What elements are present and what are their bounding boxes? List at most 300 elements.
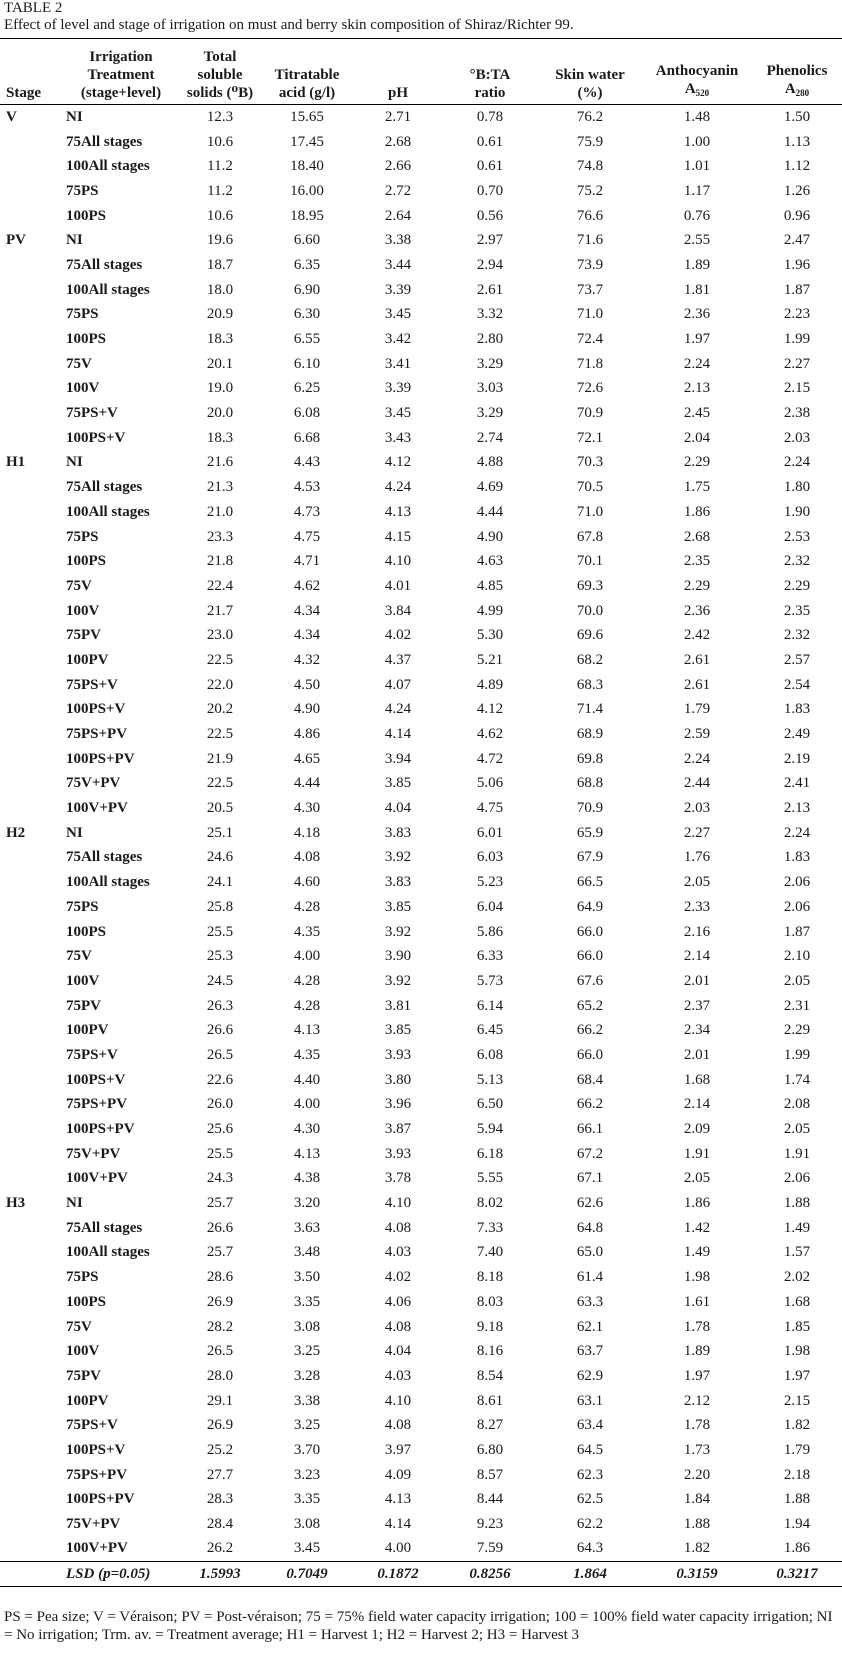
- stage-cell: [0, 1462, 62, 1487]
- treatment-cell: 75PS+V: [66, 1417, 118, 1434]
- table-row: [0, 722, 842, 747]
- skin-water-cell: 62.9: [576, 1367, 604, 1384]
- phenolics-cell: 2.19: [783, 750, 811, 767]
- stage-cell: [0, 179, 62, 204]
- brix-ta-ratio-cell: 8.27: [476, 1417, 504, 1434]
- brix-ta-ratio-cell: 4.63: [476, 553, 504, 570]
- total-soluble-solids-cell: 22.6: [206, 1071, 234, 1088]
- skin-water-cell: 66.2: [576, 1022, 604, 1039]
- anthocyanin-cell: 2.12: [683, 1392, 711, 1409]
- ph-cell: 4.15: [384, 528, 412, 545]
- phenolics-cell: 1.99: [783, 1046, 811, 1063]
- treatment-cell: 100V+PV: [66, 800, 128, 817]
- treatment-cell: 75PS+PV: [66, 1096, 128, 1113]
- phenolics-cell: 1.88: [783, 1195, 811, 1212]
- total-soluble-solids-cell: 23.3: [206, 528, 234, 545]
- anthocyanin-cell: 2.68: [683, 528, 711, 545]
- anthocyanin-cell: 1.82: [683, 1540, 711, 1557]
- table-row: [0, 820, 842, 845]
- treatment-cell: 100PS: [66, 923, 107, 940]
- titratable-acid-cell: 4.40: [293, 1071, 321, 1088]
- treatment-cell: 100PS+PV: [66, 1491, 135, 1508]
- table-row: [0, 796, 842, 821]
- treatment-cell: 100PS+V: [66, 701, 126, 718]
- skin-water-cell: 71.6: [576, 232, 604, 249]
- titratable-acid-cell: 4.90: [293, 701, 321, 718]
- column-header-line: (%): [577, 85, 603, 101]
- skin-water-cell: 65.9: [576, 824, 604, 841]
- titratable-acid-cell: 4.35: [293, 923, 321, 940]
- ph-cell: 3.39: [384, 380, 412, 397]
- skin-water-cell: 71.4: [576, 701, 604, 718]
- total-soluble-solids-cell: 24.1: [206, 874, 234, 891]
- brix-ta-ratio-cell: 3.03: [476, 380, 504, 397]
- total-soluble-solids-cell: 28.4: [206, 1516, 234, 1533]
- anthocyanin-cell: 2.35: [683, 553, 711, 570]
- ph-cell: 3.78: [384, 1170, 412, 1187]
- titratable-acid-cell: 15.65: [290, 109, 324, 126]
- total-soluble-solids-cell: 28.3: [206, 1491, 234, 1508]
- skin-water-cell: 71.0: [576, 503, 604, 520]
- anthocyanin-cell: 1.89: [683, 256, 711, 273]
- phenolics-cell: 2.32: [783, 627, 811, 644]
- total-soluble-solids-cell: 21.0: [206, 503, 234, 520]
- phenolics-cell: 2.31: [783, 997, 811, 1014]
- total-soluble-solids-cell: 18.3: [206, 429, 234, 446]
- table-row: [0, 105, 842, 130]
- stage-cell: [0, 746, 62, 771]
- anthocyanin-cell: 1.42: [683, 1219, 711, 1236]
- treatment-cell: 75All stages: [66, 1219, 143, 1236]
- anthocyanin-cell: 2.37: [683, 997, 711, 1014]
- table-row: [0, 549, 842, 574]
- table-row: [0, 1215, 842, 1240]
- phenolics-cell: 1.87: [783, 923, 811, 940]
- header-row: [0, 39, 842, 105]
- brix-ta-ratio-cell: 6.01: [476, 824, 504, 841]
- anthocyanin-cell: 1.75: [683, 479, 711, 496]
- phenolics-cell: 1.83: [783, 849, 811, 866]
- anthocyanin-cell: 2.34: [683, 1022, 711, 1039]
- anthocyanin-cell: 1.17: [683, 182, 711, 199]
- skin-water-cell: 73.9: [576, 256, 604, 273]
- ph-cell: 3.96: [384, 1096, 412, 1113]
- stage-cell: [0, 969, 62, 994]
- stage-cell: [0, 524, 62, 549]
- ph-cell: 3.45: [384, 306, 412, 323]
- lsd-value: 0.3159: [676, 1565, 718, 1582]
- table-row: [0, 1487, 842, 1512]
- anthocyanin-cell: 2.05: [683, 1170, 711, 1187]
- titratable-acid-cell: 6.35: [293, 256, 321, 273]
- titratable-acid-cell: 6.60: [293, 232, 321, 249]
- titratable-acid-cell: 4.18: [293, 824, 321, 841]
- total-soluble-solids-cell: 26.2: [206, 1540, 234, 1557]
- total-soluble-solids-cell: 20.9: [206, 306, 234, 323]
- phenolics-cell: 2.27: [783, 355, 811, 372]
- titratable-acid-cell: 3.63: [293, 1219, 321, 1236]
- table-row: [0, 574, 842, 599]
- treatment-cell: 75V+PV: [66, 1145, 121, 1162]
- brix-ta-ratio-cell: 7.59: [476, 1540, 504, 1557]
- stage-cell: [0, 870, 62, 895]
- titratable-acid-cell: 3.38: [293, 1392, 321, 1409]
- table-row: [0, 1092, 842, 1117]
- anthocyanin-cell: 2.61: [683, 676, 711, 693]
- titratable-acid-cell: 4.13: [293, 1145, 321, 1162]
- skin-water-cell: 64.5: [576, 1441, 604, 1458]
- table-row: [0, 1043, 842, 1068]
- ph-cell: 3.39: [384, 281, 412, 298]
- titratable-acid-cell: 3.08: [293, 1318, 321, 1335]
- titratable-acid-cell: 4.30: [293, 800, 321, 817]
- brix-ta-ratio-cell: 9.23: [476, 1516, 504, 1533]
- total-soluble-solids-cell: 21.6: [206, 454, 234, 471]
- titratable-acid-cell: 4.32: [293, 651, 321, 668]
- stage-cell: [0, 475, 62, 500]
- table-row: [0, 845, 842, 870]
- ph-cell: 3.83: [384, 824, 412, 841]
- brix-ta-ratio-cell: 2.80: [476, 331, 504, 348]
- anthocyanin-cell: 1.68: [683, 1071, 711, 1088]
- anthocyanin-cell: 1.91: [683, 1145, 711, 1162]
- skin-water-cell: 69.8: [576, 750, 604, 767]
- column-header-line: Phenolics: [766, 63, 828, 79]
- stage-cell: [0, 574, 62, 599]
- titratable-acid-cell: 4.30: [293, 1121, 321, 1138]
- treatment-cell: 75PS: [66, 182, 99, 199]
- anthocyanin-cell: 1.76: [683, 849, 711, 866]
- lsd-value: 0.1872: [377, 1565, 419, 1582]
- phenolics-cell: 2.57: [783, 651, 811, 668]
- treatment-cell: 75All stages: [66, 849, 143, 866]
- brix-ta-ratio-cell: 5.55: [476, 1170, 504, 1187]
- total-soluble-solids-cell: 22.0: [206, 676, 234, 693]
- total-soluble-solids-cell: 25.2: [206, 1441, 234, 1458]
- titratable-acid-cell: 4.62: [293, 577, 321, 594]
- stage-cell: [0, 919, 62, 944]
- skin-water-cell: 64.9: [576, 898, 604, 915]
- table-row: [0, 1117, 842, 1142]
- anthocyanin-cell: 2.20: [683, 1466, 711, 1483]
- brix-ta-ratio-cell: 4.12: [476, 701, 504, 718]
- titratable-acid-cell: 4.00: [293, 948, 321, 965]
- titratable-acid-cell: 3.35: [293, 1491, 321, 1508]
- phenolics-cell: 1.49: [783, 1219, 811, 1236]
- titratable-acid-cell: 4.08: [293, 849, 321, 866]
- stage-cell: [0, 500, 62, 525]
- brix-ta-ratio-cell: 0.61: [476, 158, 504, 175]
- brix-ta-ratio-cell: 6.18: [476, 1145, 504, 1162]
- total-soluble-solids-cell: 10.6: [206, 207, 234, 224]
- total-soluble-solids-cell: 20.0: [206, 405, 234, 422]
- treatment-cell: 100V: [66, 380, 100, 397]
- phenolics-cell: 1.80: [783, 479, 811, 496]
- stage-cell: [0, 1413, 62, 1438]
- anthocyanin-cell: 1.48: [683, 109, 711, 126]
- treatment-cell: 75PS: [66, 1269, 99, 1286]
- brix-ta-ratio-cell: 4.72: [476, 750, 504, 767]
- total-soluble-solids-cell: 29.1: [206, 1392, 234, 1409]
- brix-ta-ratio-cell: 4.75: [476, 800, 504, 817]
- skin-water-cell: 65.2: [576, 997, 604, 1014]
- skin-water-cell: 75.2: [576, 182, 604, 199]
- anthocyanin-cell: 2.36: [683, 602, 711, 619]
- phenolics-cell: 2.15: [783, 380, 811, 397]
- anthocyanin-cell: 2.04: [683, 429, 711, 446]
- table-row: [0, 475, 842, 500]
- anthocyanin-cell: 2.09: [683, 1121, 711, 1138]
- phenolics-cell: 2.35: [783, 602, 811, 619]
- phenolics-cell: 1.98: [783, 1343, 811, 1360]
- stage-cell: [0, 1536, 62, 1561]
- phenolics-cell: 0.96: [783, 207, 811, 224]
- column-header-titratable-acid: [260, 39, 354, 105]
- ph-cell: 4.08: [384, 1318, 412, 1335]
- table-row: [0, 944, 842, 969]
- column-header-line: $A_{280}$: [784, 81, 810, 98]
- ph-cell: 3.92: [384, 972, 412, 989]
- stage-cell: [0, 376, 62, 401]
- treatment-cell: 75V+PV: [66, 775, 121, 792]
- treatment-cell: 75PS: [66, 528, 99, 545]
- column-header-treatment: [62, 39, 180, 105]
- total-soluble-solids-cell: 11.2: [207, 182, 233, 199]
- total-soluble-solids-cell: 26.9: [206, 1417, 234, 1434]
- total-soluble-solids-cell: 22.5: [206, 726, 234, 743]
- skin-water-cell: 72.1: [576, 429, 604, 446]
- brix-ta-ratio-cell: 8.44: [476, 1491, 504, 1508]
- ph-cell: 2.72: [384, 182, 412, 199]
- skin-water-cell: 69.3: [576, 577, 604, 594]
- lsd-label: LSD (p=0.05): [66, 1565, 151, 1582]
- total-soluble-solids-cell: 22.4: [206, 577, 234, 594]
- stage-cell: [0, 253, 62, 278]
- column-header-line: Treatment: [87, 67, 155, 83]
- phenolics-cell: 1.99: [783, 331, 811, 348]
- table-row: [0, 1364, 842, 1389]
- skin-water-cell: 67.8: [576, 528, 604, 545]
- titratable-acid-cell: 3.70: [293, 1441, 321, 1458]
- ph-cell: 3.87: [384, 1121, 412, 1138]
- ph-cell: 4.10: [384, 1195, 412, 1212]
- table-row: [0, 1314, 842, 1339]
- ph-cell: 3.83: [384, 874, 412, 891]
- anthocyanin-cell: 2.01: [683, 972, 711, 989]
- stage-cell: [0, 203, 62, 228]
- phenolics-cell: 2.02: [783, 1269, 811, 1286]
- skin-water-cell: 72.4: [576, 331, 604, 348]
- stage-cell: [0, 1265, 62, 1290]
- titratable-acid-cell: 4.43: [293, 454, 321, 471]
- total-soluble-solids-cell: 21.3: [206, 479, 234, 496]
- skin-water-cell: 68.3: [576, 676, 604, 693]
- stage-cell: [0, 697, 62, 722]
- anthocyanin-cell: 1.84: [683, 1491, 711, 1508]
- brix-ta-ratio-cell: 0.61: [476, 133, 504, 150]
- ph-cell: 2.66: [384, 158, 412, 175]
- titratable-acid-cell: 6.25: [293, 380, 321, 397]
- brix-ta-ratio-cell: 5.21: [476, 651, 504, 668]
- total-soluble-solids-cell: 28.6: [206, 1269, 234, 1286]
- ph-cell: 4.24: [384, 701, 412, 718]
- brix-ta-ratio-cell: 6.80: [476, 1441, 504, 1458]
- table-row: [0, 1536, 842, 1561]
- treatment-cell: 75PS: [66, 898, 99, 915]
- treatment-cell: 100All stages: [66, 1244, 150, 1261]
- titratable-acid-cell: 4.86: [293, 726, 321, 743]
- brix-ta-ratio-cell: 6.45: [476, 1022, 504, 1039]
- stage-cell: [0, 351, 62, 376]
- total-soluble-solids-cell: 21.8: [206, 553, 234, 570]
- skin-water-cell: 70.9: [576, 405, 604, 422]
- column-header-line: Stage: [6, 85, 41, 101]
- treatment-cell: NI: [66, 232, 83, 249]
- total-soluble-solids-cell: 22.5: [206, 651, 234, 668]
- column-header-line: Skin water: [555, 67, 625, 83]
- ph-cell: 4.03: [384, 1244, 412, 1261]
- brix-ta-ratio-cell: 5.86: [476, 923, 504, 940]
- titratable-acid-cell: 4.00: [293, 1096, 321, 1113]
- treatment-cell: 100PS+V: [66, 1441, 126, 1458]
- table-row: [0, 1265, 842, 1290]
- titratable-acid-cell: 4.34: [293, 602, 321, 619]
- anthocyanin-cell: 1.86: [683, 1195, 711, 1212]
- skin-water-cell: 66.0: [576, 1046, 604, 1063]
- brix-ta-ratio-cell: 4.99: [476, 602, 504, 619]
- stage-cell: [0, 549, 62, 574]
- table-row: [0, 351, 842, 376]
- ph-cell: 3.43: [384, 429, 412, 446]
- total-soluble-solids-cell: 24.3: [206, 1170, 234, 1187]
- phenolics-cell: 2.03: [783, 429, 811, 446]
- table-row: [0, 895, 842, 920]
- skin-water-cell: 76.6: [576, 207, 604, 224]
- titratable-acid-cell: 4.73: [293, 503, 321, 520]
- titratable-acid-cell: 4.50: [293, 676, 321, 693]
- table-row: [0, 1388, 842, 1413]
- treatment-cell: 100PV: [66, 1392, 109, 1409]
- brix-ta-ratio-cell: 4.62: [476, 726, 504, 743]
- table-row: [0, 1240, 842, 1265]
- treatment-cell: 100V: [66, 602, 100, 619]
- brix-ta-ratio-cell: 7.33: [476, 1219, 504, 1236]
- phenolics-cell: 2.15: [783, 1392, 811, 1409]
- treatment-cell: 100PS+PV: [66, 750, 135, 767]
- brix-ta-ratio-cell: 8.54: [476, 1367, 504, 1384]
- total-soluble-solids-cell: 26.5: [206, 1046, 234, 1063]
- treatment-cell: 100PS+V: [66, 1071, 126, 1088]
- phenolics-cell: 1.50: [783, 109, 811, 126]
- anthocyanin-cell: 2.44: [683, 775, 711, 792]
- skin-water-cell: 65.0: [576, 1244, 604, 1261]
- stage-cell: [0, 1141, 62, 1166]
- treatment-cell: 75All stages: [66, 133, 143, 150]
- skin-water-cell: 69.6: [576, 627, 604, 644]
- phenolics-cell: 2.29: [783, 1022, 811, 1039]
- titratable-acid-cell: 4.53: [293, 479, 321, 496]
- table-row: [0, 1166, 842, 1191]
- treatment-cell: 100PV: [66, 1022, 109, 1039]
- total-soluble-solids-cell: 24.6: [206, 849, 234, 866]
- titratable-acid-cell: 3.28: [293, 1367, 321, 1384]
- table-row: [0, 203, 842, 228]
- total-soluble-solids-cell: 12.3: [206, 109, 234, 126]
- ph-cell: 3.85: [384, 898, 412, 915]
- stage-cell: V: [6, 109, 17, 126]
- skin-water-cell: 71.8: [576, 355, 604, 372]
- total-soluble-solids-cell: 20.5: [206, 800, 234, 817]
- titratable-acid-cell: 3.08: [293, 1516, 321, 1533]
- lsd-value: 0.3217: [776, 1565, 818, 1582]
- skin-water-cell: 66.0: [576, 948, 604, 965]
- stage-cell: [0, 1512, 62, 1537]
- phenolics-cell: 1.83: [783, 701, 811, 718]
- skin-water-cell: 63.4: [576, 1417, 604, 1434]
- phenolics-cell: 1.94: [783, 1516, 811, 1533]
- ph-cell: 2.68: [384, 133, 412, 150]
- phenolics-cell: 1.12: [783, 158, 811, 175]
- ph-cell: 4.02: [384, 1269, 412, 1286]
- stage-cell: [0, 1339, 62, 1364]
- anthocyanin-cell: 2.13: [683, 380, 711, 397]
- anthocyanin-cell: 1.89: [683, 1343, 711, 1360]
- skin-water-cell: 73.7: [576, 281, 604, 298]
- ph-cell: 4.10: [384, 1392, 412, 1409]
- stage-cell: [0, 1166, 62, 1191]
- phenolics-cell: 1.88: [783, 1491, 811, 1508]
- skin-water-cell: 68.4: [576, 1071, 604, 1088]
- skin-water-cell: 62.6: [576, 1195, 604, 1212]
- table-row: [0, 598, 842, 623]
- stage-cell: [0, 1215, 62, 1240]
- anthocyanin-cell: 2.59: [683, 726, 711, 743]
- stage-cell: [0, 672, 62, 697]
- titratable-acid-cell: 4.35: [293, 1046, 321, 1063]
- skin-water-cell: 70.1: [576, 553, 604, 570]
- ph-cell: 3.42: [384, 331, 412, 348]
- column-header-line: $A_{520}$: [684, 81, 710, 98]
- ph-cell: 3.45: [384, 405, 412, 422]
- brix-ta-ratio-cell: 3.29: [476, 405, 504, 422]
- treatment-cell: 75PS+PV: [66, 726, 128, 743]
- stage-cell: H1: [6, 454, 26, 471]
- table-row: [0, 154, 842, 179]
- titratable-acid-cell: 4.13: [293, 1022, 321, 1039]
- total-soluble-solids-cell: 25.8: [206, 898, 234, 915]
- total-soluble-solids-cell: 23.0: [206, 627, 234, 644]
- total-soluble-solids-cell: 26.6: [206, 1022, 234, 1039]
- titratable-acid-cell: 3.45: [293, 1540, 321, 1557]
- titratable-acid-cell: 4.71: [293, 553, 321, 570]
- total-soluble-solids-cell: 19.0: [206, 380, 234, 397]
- titratable-acid-cell: 18.95: [290, 207, 324, 224]
- anthocyanin-cell: 1.78: [683, 1417, 711, 1434]
- ph-cell: 3.41: [384, 355, 412, 372]
- phenolics-cell: 2.41: [783, 775, 811, 792]
- stage-cell: [0, 598, 62, 623]
- treatment-cell: 75PS+V: [66, 676, 118, 693]
- table-row: [0, 450, 842, 475]
- column-header-line: soluble: [197, 67, 243, 83]
- skin-water-cell: 63.3: [576, 1293, 604, 1310]
- ph-cell: 3.44: [384, 256, 412, 273]
- skin-water-cell: 66.5: [576, 874, 604, 891]
- total-soluble-solids-cell: 26.6: [206, 1219, 234, 1236]
- phenolics-cell: 2.06: [783, 874, 811, 891]
- total-soluble-solids-cell: 10.6: [206, 133, 234, 150]
- anthocyanin-cell: 2.45: [683, 405, 711, 422]
